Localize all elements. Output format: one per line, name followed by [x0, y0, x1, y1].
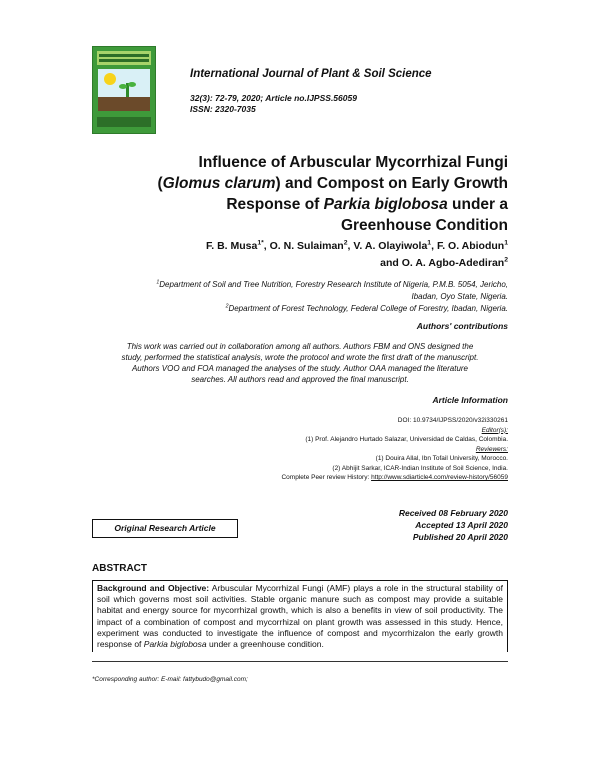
journal-citation: 32(3): 72-79, 2020; Article no.IJPSS.56059: [190, 93, 357, 103]
reviewers-label: Reviewers:: [475, 445, 508, 453]
doi-text: DOI: 10.9734/IJPSS/2020/v32i330261: [397, 417, 508, 424]
review-history-link[interactable]: http://www.sdiarticle4.com/review-history/56059: [371, 474, 508, 481]
journal-issn: ISSN: 2320-7035: [190, 104, 256, 114]
publication-dates: [399, 507, 508, 543]
sun-icon: [104, 73, 116, 85]
article-type-badge: Original Research Article: [92, 519, 238, 538]
abstract-heading: ABSTRACT: [92, 563, 147, 574]
article-info-heading: Article Information: [432, 395, 508, 405]
title-line-1: Influence of Arbuscular Mycorrhizal Fungi: [198, 154, 508, 171]
title-line-2: (Glomus clarum) and Compost on Early Growth: [157, 175, 508, 192]
reviewer-entry: (1) Douira Allal, Ibn Tofail University, Morocco.: [375, 455, 508, 462]
author-name: F. O. Abiodun: [436, 240, 505, 252]
received-date: Received 08 February 2020: [398, 508, 508, 518]
accepted-date: Accepted 13 April 2020: [415, 520, 508, 530]
author-name: and O. A. Agbo-Adediran: [380, 257, 505, 269]
cover-masthead: [97, 51, 151, 65]
title-species-glomus: Glomus clarum: [162, 175, 276, 192]
corresponding-author-footnote: *Corresponding author: E-mail: fattybudo@gmail.com;: [92, 676, 248, 683]
editor-entry: (1) Prof. Alejandro Hurtado Salazar, Universidad de Caldas, Colombia.: [305, 436, 508, 443]
abstract-box: Background and Objective: Arbuscular Mycorrhizal Fungi (AMF) plays a role in the structural stability of soil which governs most soil activities. Stable organic manure such as compost may provide a suitable habitat and energy source for mycorrhizal growth, which is also a benefits in view of soil productivity. The impact of a combination of compost and mycorrhizal on plant growth was assessed in this study. Hence, experiment was conducted to investigate the influence of compost and mycorrhizalon the early growth response of Parkia biglobosa under a greenhouse condition.: [92, 580, 508, 652]
cover-illustration: [98, 69, 150, 111]
affiliation-1: $^1$Department of Soil and Tree Nutrition, Forestry Research Institute of Nigeria, P.M.B. 5054, Jericho, Ibadan, Oyo State, Nigeria.: [156, 279, 508, 301]
editors-label: Editor(s):: [481, 426, 508, 434]
title-line-3: Response of Parkia biglobosa under a: [226, 196, 508, 213]
contributions-heading: Authors' contributions: [416, 321, 508, 331]
author-list: F. B. Musa$^{1*}$, O. N. Sulaiman$^2$, V. A. Olayiwola$^1$, F. O. Abiodun$^1$ and O. A. Agbo-Adediran$^2$: [205, 239, 508, 269]
abstract-species: Parkia biglobosa: [143, 639, 207, 650]
review-history: Complete Peer review History: http://www.sdiarticle4.com/review-history/56059: [281, 474, 508, 481]
soil-shape: [98, 97, 150, 111]
title-line-4: Greenhouse Condition: [340, 217, 508, 234]
journal-title: International Journal of Plant & Soil Science: [190, 68, 432, 80]
article-info-block: [88, 416, 508, 483]
affiliation-2: $^2$Department of Forest Technology, Federal College of Forestry, Ibadan, Nigeria.: [225, 303, 508, 313]
author-name: V. A. Olayiwola: [353, 240, 428, 252]
title-species-parkia: Parkia biglobosa: [323, 196, 448, 213]
background-label: Background and Objective:: [97, 583, 210, 593]
reviewer-entry: (2) Abhijit Sarkar, ICAR-Indian Institute of Soil Science, India.: [332, 464, 508, 472]
article-title: [148, 152, 508, 236]
methods-label: [97, 650, 192, 652]
author-name: O. N. Sulaiman: [269, 240, 344, 252]
footnote-divider: [92, 661, 508, 662]
journal-cover-image: [92, 46, 156, 134]
published-date: Published 20 April 2020: [412, 532, 508, 542]
contributions-text: This work was carried out in collaboration among all authors. Authors FBM and ONS designed the study, performed the statistical analysis, wrote the protocol and wrote the first draft of the manuscript. Authors VOO and FOA managed the analyses of the study. Author OAA managed the literature searches. All authors read and approved the final manuscript.: [121, 342, 479, 384]
author-name: F. B. Musa: [205, 240, 258, 252]
cover-footer-band: [97, 117, 151, 127]
